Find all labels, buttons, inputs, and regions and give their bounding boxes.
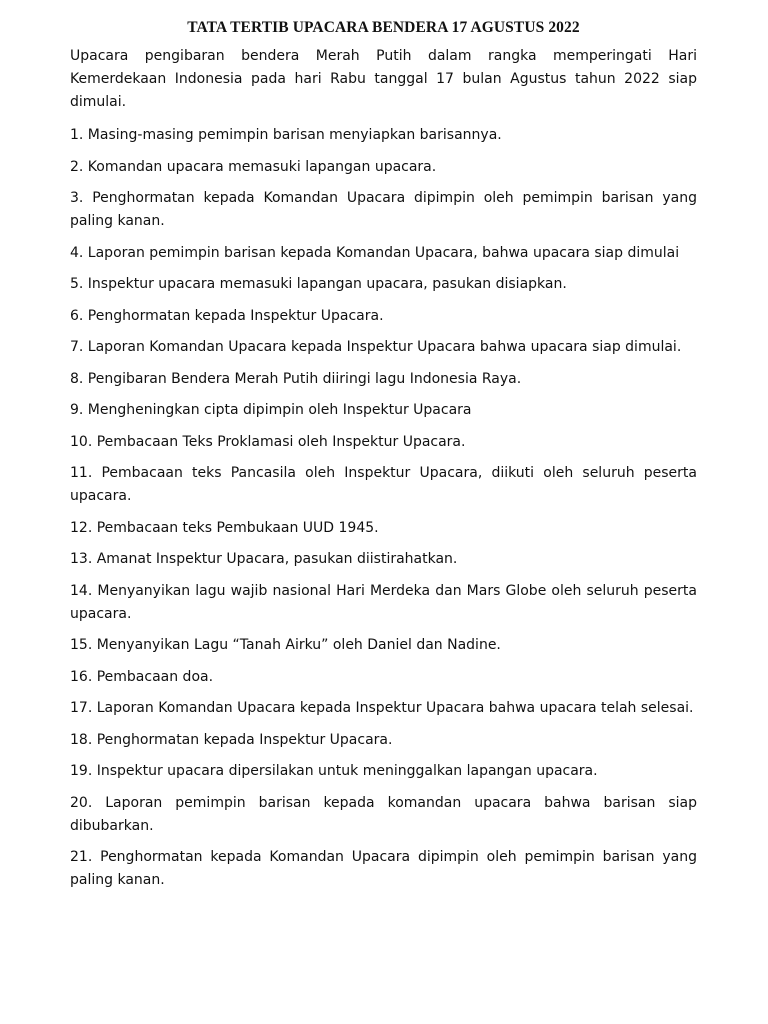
list-item: 18. Penghormatan kepada Inspektur Upacara. (70, 731, 393, 748)
document-title: TATA TERTIB UPACARA BENDERA 17 AGUSTUS 2022 (187, 19, 580, 36)
list-item: 20. Laporan pemimpin barisan kepada komandan upacara bahwa barisan siap dibubarkan. (70, 794, 697, 834)
intro-paragraph: Upacara pengibaran bendera Merah Putih dalam rangka memperingati Hari Kemerdekaan Indonesia pada hari Rabu tanggal 17 bulan Agustus tahun 2022 siap dimulai. (70, 48, 697, 110)
list-item: 10. Pembacaan Teks Proklamasi oleh Inspektur Upacara. (70, 433, 466, 450)
list-item: 3. Penghormatan kepada Komandan Upacara dipimpin oleh pemimpin barisan yang paling kanan. (70, 190, 697, 229)
list-item: 19. Inspektur upacara dipersilakan untuk meninggalkan lapangan upacara. (70, 763, 598, 779)
list-item: 12. Pembacaan teks Pembukaan UUD 1945. (70, 519, 379, 536)
list-item: 2. Komandan upacara memasuki lapangan upacara. (70, 158, 437, 175)
list-item: 14. Menyanyikan lagu wajib nasional Hari Merdeka dan Mars Globe oleh seluruh peserta upacara. (70, 582, 697, 622)
list-item: 4. Laporan pemimpin barisan kepada Komandan Upacara, bahwa upacara siap dimulai (70, 244, 680, 261)
list-item: 13. Amanat Inspektur Upacara, pasukan diistirahatkan. (70, 551, 458, 567)
list-item: 11. Pembacaan teks Pancasila oleh Inspektur Upacara, diikuti oleh seluruh peserta upacara. (70, 465, 697, 504)
list-item: 8. Pengibaran Bendera Merah Putih diiringi lagu Indonesia Raya. (70, 370, 522, 387)
list-item: 9. Mengheningkan cipta dipimpin oleh Inspektur Upacara (70, 402, 472, 418)
list-item: 17. Laporan Komandan Upacara kepada Inspektur Upacara bahwa upacara telah selesai. (70, 700, 694, 716)
list-item: 1. Masing-masing pemimpin barisan menyiapkan barisannya. (70, 127, 502, 143)
list-item: 6. Penghormatan kepada Inspektur Upacara. (70, 307, 384, 324)
list-item: 21. Penghormatan kepada Komandan Upacara dipimpin oleh pemimpin barisan yang paling kanan. (70, 849, 697, 888)
list-item: 16. Pembacaan doa. (70, 668, 214, 685)
list-item: 7. Laporan Komandan Upacara kepada Inspektur Upacara bahwa upacara siap dimulai. (70, 339, 682, 355)
list-item: 15. Menyanyikan Lagu “Tanah Airku” oleh Daniel dan Nadine. (70, 637, 501, 653)
list-item: 5. Inspektur upacara memasuki lapangan upacara, pasukan disiapkan. (70, 276, 567, 292)
